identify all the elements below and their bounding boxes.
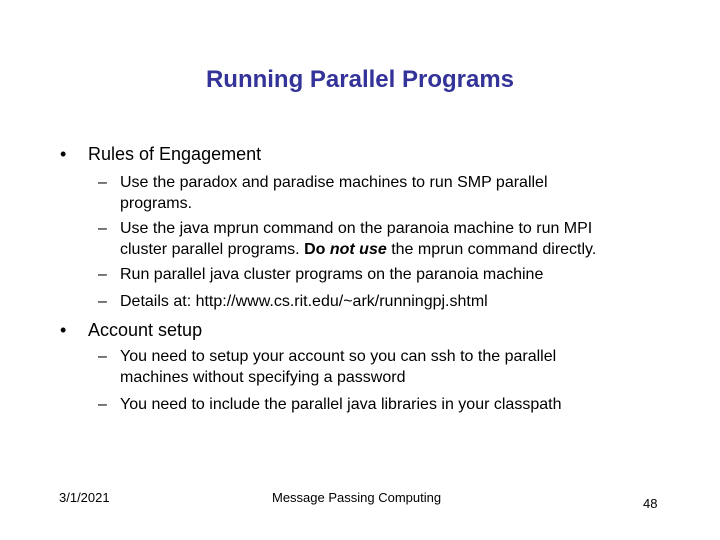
footer-date: 3/1/2021	[59, 490, 110, 505]
sub-bullet-line	[120, 240, 596, 260]
dash-marker: –	[98, 348, 107, 365]
sub-bullet-line: You need to include the parallel java libraries in your classpath	[120, 396, 562, 413]
footer-title: Message Passing Computing	[272, 490, 442, 505]
bullet-marker: •	[60, 144, 67, 164]
sub-bullet-line: machines without specifying a password	[120, 369, 406, 386]
sub-bullet-line: Details at: http://www.cs.rit.edu/~ark/runningpj.shtml	[120, 293, 488, 310]
sub-bullet-line: Use the java mprun command on the paranoia machine to run MPI	[120, 220, 593, 237]
emphasis-not-use: not use	[329, 241, 387, 258]
sub-bullet-text: cluster parallel programs.	[120, 241, 305, 258]
emphasis-do: Do	[304, 241, 330, 258]
slide-title: Running Parallel Programs	[205, 66, 515, 93]
dash-marker: –	[98, 396, 107, 413]
dash-marker: –	[98, 266, 107, 283]
dash-marker: –	[98, 220, 107, 237]
page-number: 48	[643, 496, 658, 511]
bullet-heading: Rules of Engagement	[88, 144, 262, 164]
bullet-heading: Account setup	[88, 320, 203, 340]
dash-marker: –	[98, 293, 107, 310]
dash-marker: –	[98, 174, 107, 191]
sub-bullet-line: You need to setup your account so you can ssh to the parallel	[120, 348, 557, 365]
sub-bullet-line: programs.	[120, 195, 193, 212]
sub-bullet-line: Use the paradox and paradise machines to run SMP parallel	[120, 174, 548, 191]
sub-bullet-text: the mprun command directly.	[386, 241, 597, 258]
bullet-marker: •	[60, 320, 67, 340]
sub-bullet-line: Run parallel java cluster programs on the paranoia machine	[120, 266, 544, 283]
